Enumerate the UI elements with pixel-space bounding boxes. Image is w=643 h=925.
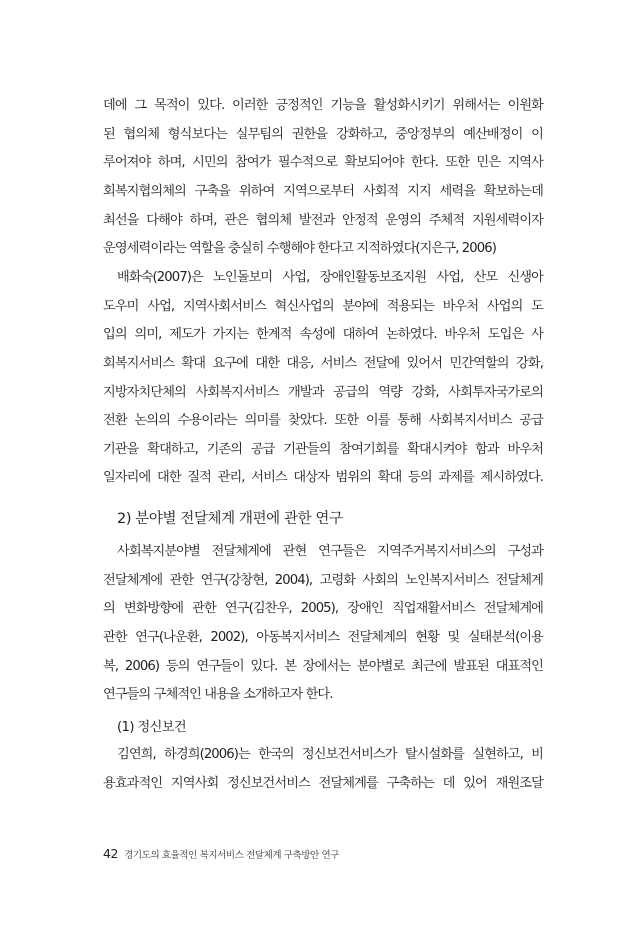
text-line: 전환 논의의 수용이라는 의미를 찾았다. 또한 이를 통해 사회복지서비스 공급 — [103, 413, 543, 428]
section-heading: 2) 분야별 전달체계 개편에 관한 연구 — [117, 511, 343, 527]
text-line: 회복지협의체의 구축을 위하여 지역으로부터 사회적 지지 세력을 확보하는데 — [103, 184, 543, 199]
text-line: 연구들의 구체적인 내용을 소개하고자 한다. — [103, 687, 333, 702]
text-line: 기관을 확대하고, 기존의 공급 기관들의 참여기회를 확대시켜야 함과 바우처 — [103, 442, 543, 457]
text-line: 입의 의미, 제도가 가지는 한계적 속성에 대하여 논하였다. 바우처 도입은 사 — [103, 327, 543, 342]
text-line: 지방자치단체의 사회복지서비스 개발과 공급의 역량 강화, 사회투자국가로의 — [103, 385, 543, 400]
text-line: 김연희, 하경희(2006)는 한국의 정신보건서비스가 탈시설화를 실현하고, 비 — [117, 747, 543, 762]
page-number: 42 — [103, 846, 119, 861]
text-line: 최선을 다해야 하며, 관은 협의체 발전과 안정적 운영의 주체적 지원세력이자 — [103, 213, 543, 228]
text-line: 운영세력이라는 역할을 충실히 수행해야 한다고 지적하였다(지은구, 2006) — [103, 241, 496, 256]
text-line: 복, 2006) 등의 연구들이 있다. 본 장에서는 분야별로 최근에 발표된 대표적인 — [103, 659, 543, 674]
text-line: 일자리에 대한 질적 관리, 서비스 대상자 범위의 확대 등의 과제를 제시하였다. — [103, 470, 543, 485]
subsection-heading: (1) 정신보건 — [117, 720, 187, 735]
text-line: 의 변화방향에 관한 연구(김찬우, 2005), 장애인 직업재활서비스 전달체계에 — [103, 601, 543, 616]
text-line: 배화숙(2007)은 노인돌보미 사업, 장애인활동보조지원 사업, 산모 신생아 — [117, 270, 543, 285]
text-line: 관한 연구(나운환, 2002), 아동복지서비스 전달체계의 현황 및 실태분석(이용 — [103, 630, 543, 645]
text-line: 회복지서비스 확대 요구에 대한 대응, 서비스 전달에 있어서 민간역할의 강화, — [103, 356, 543, 371]
running-title: 경기도의 효율적인 복지서비스 전달체계 구축방안 연구 — [124, 850, 340, 861]
text-line: 루어져야 하며, 시민의 참여가 필수적으로 확보되어야 한다. 또한 민은 지역사 — [103, 155, 543, 170]
text-line: 용효과적인 지역사회 정신보건서비스 전달체계를 구축하는 데 있어 재원조달 — [103, 776, 543, 791]
text-line: 도우미 사업, 지역사회서비스 혁신사업의 분야에 적용되는 바우처 사업의 도 — [103, 299, 543, 314]
text-line: 된 협의체 형식보다는 실무팀의 권한을 강화하고, 중앙정부의 예산배정이 이 — [103, 127, 543, 142]
text-line: 사회복지분야별 전달체계에 관현 연구들은 지역주거복지서비스의 구성과 — [117, 544, 543, 559]
text-line: 전달체계에 관한 연구(강창현, 2004), 고령화 사회의 노인복지서비스 전달체계 — [103, 573, 543, 588]
page-footer — [103, 846, 339, 861]
text-line: 데에 그 목적이 있다. 이러한 긍정적인 기능을 활성화시키기 위해서는 이원화 — [103, 98, 543, 113]
